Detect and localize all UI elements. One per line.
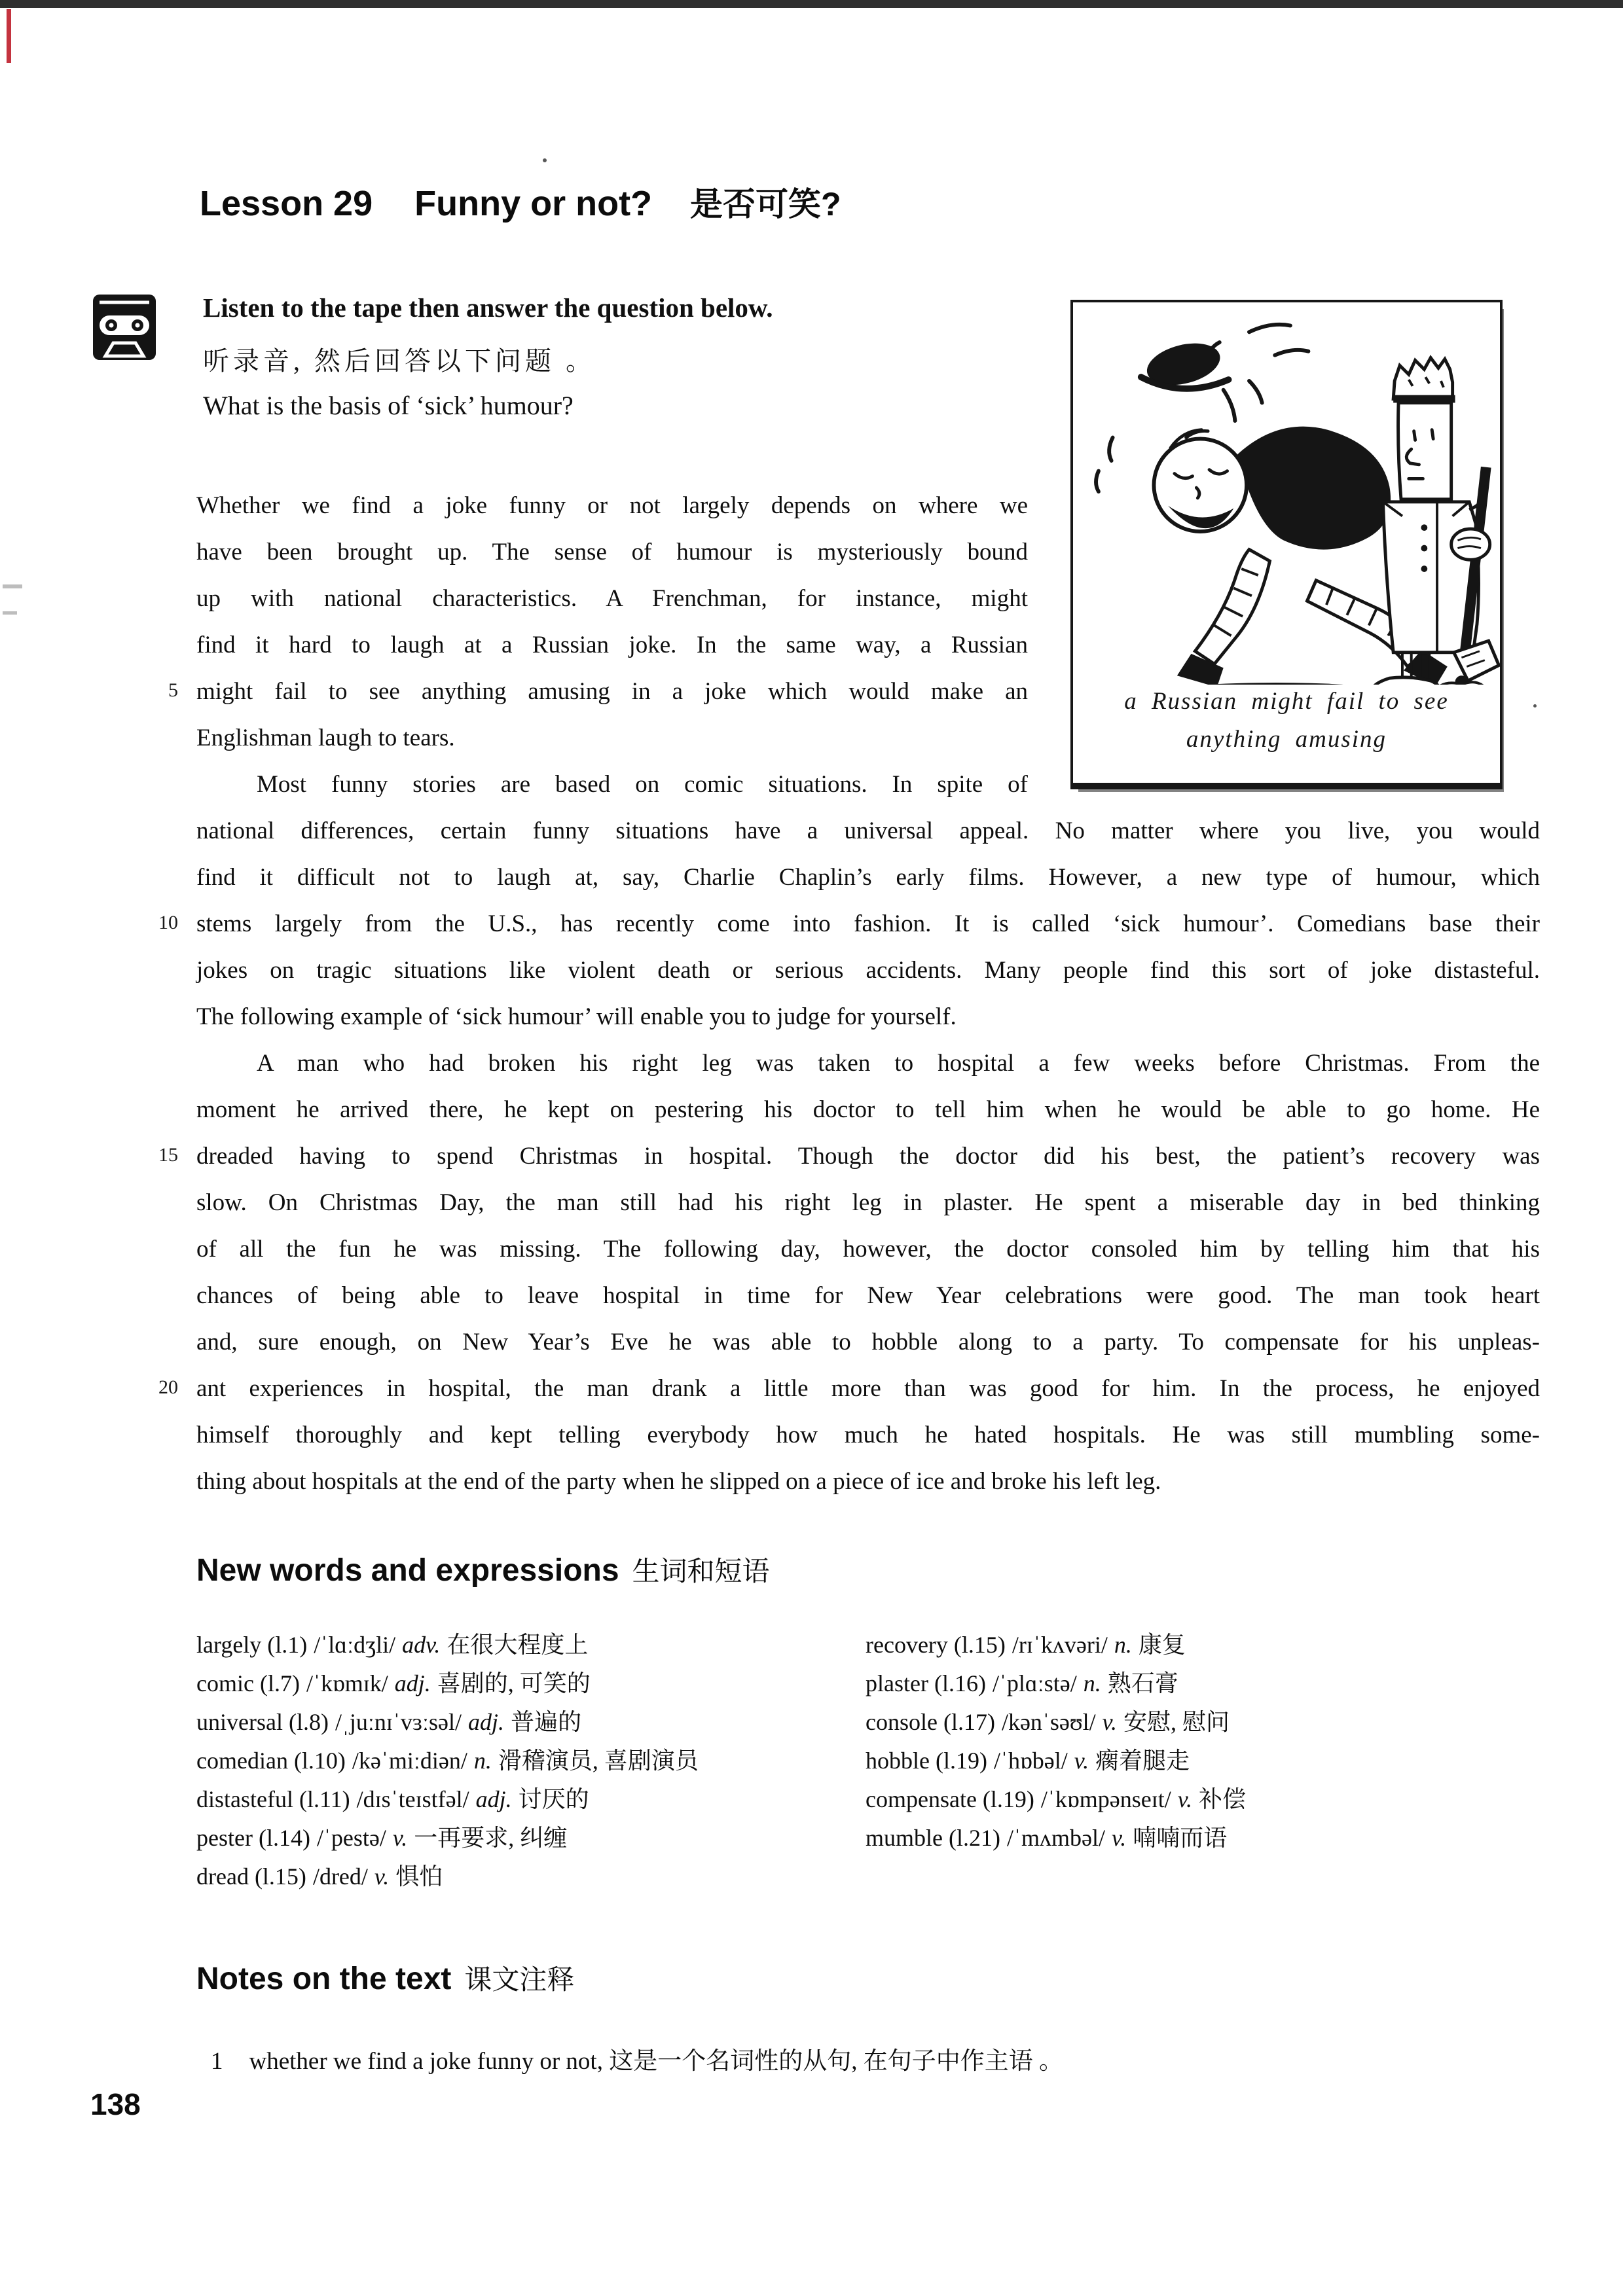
passage-line: have been brought up. The sense of humour is mysteriously bound xyxy=(196,539,1028,565)
listen-instruction-cn: 听录音, 然后回答以下问题 。 xyxy=(203,346,596,376)
cartoon-figure xyxy=(1070,300,1503,789)
passage-line: find it hard to laugh at a Russian joke. In the same way, a Russian xyxy=(196,632,1028,658)
page-number: 138 xyxy=(90,2087,141,2121)
vocab-entry: comic (l.7) /ˈkɒmɪk/ adj. 喜剧的, 可笑的 xyxy=(196,1670,591,1696)
ink-speck xyxy=(1533,704,1537,708)
vocab-entry: hobble (l.19) /ˈhɒbəl/ v. 瘸着腿走 xyxy=(866,1748,1190,1774)
passage-line: Whether we find a joke funny or not largely depends on where we xyxy=(196,492,1028,519)
passage-line: stems largely from the U.S., has recently come into fashion. It is called ‘sick humour’. Comedians base their xyxy=(196,910,1540,937)
lesson-title-cn: 是否可笑? xyxy=(690,186,841,223)
passage-line: The following example of ‘sick humour’ will enable you to judge for yourself. xyxy=(196,1003,957,1030)
passage-line: national differences, certain funny situations have a universal appeal. No matter where you live, you would xyxy=(196,817,1540,844)
passage-line: of all the fun he was missing. The following day, however, the doctor consoled him by telling him that his xyxy=(196,1236,1540,1263)
passage-line: moment he arrived there, he kept on pestering his doctor to tell him when he would be able to go home. He xyxy=(196,1096,1540,1123)
vocab-entry: mumble (l.21) /ˈmʌmbəl/ v. 喃喃而语 xyxy=(866,1825,1228,1851)
notes-heading-cn: 课文注释 xyxy=(464,1965,575,1996)
line-number: 15 xyxy=(158,1144,178,1166)
passage-line: thing about hospitals at the end of the party when he slipped on a piece of ice and broke his left leg. xyxy=(196,1468,1161,1495)
comprehension-question: What is the basis of ‘sick’ humour? xyxy=(203,391,574,420)
passage-line: chances of being able to leave hospital in time for New Year celebrations were good. The man took heart xyxy=(196,1282,1540,1309)
passage-line: Most funny stories are based on comic situations. In spite of xyxy=(257,771,1028,798)
vocab-entry: plaster (l.16) /ˈplɑːstə/ n. 熟石膏 xyxy=(866,1670,1178,1696)
passage-line: himself thoroughly and kept telling everybody how much he hated hospitals. He was still mumbling some- xyxy=(196,1422,1540,1448)
vocab-entry: console (l.17) /kənˈsəʊl/ v. 安慰, 慰问 xyxy=(866,1709,1230,1735)
passage-line: might fail to see anything amusing in a joke which would make an xyxy=(196,678,1028,705)
passage-line: find it difficult not to laugh at, say, Charlie Chaplin’s early films. However, a new type of humour, which xyxy=(196,864,1540,891)
scan-dash-artifact xyxy=(3,611,17,615)
page-title xyxy=(200,178,841,225)
figure-caption-line1: a Russian might fail to see xyxy=(1124,688,1449,715)
vocab-entry: universal (l.8) /ˌjuːnɪˈvɜːsəl/ adj. 普遍的 xyxy=(196,1709,582,1735)
scan-red-mark xyxy=(7,9,11,63)
cassette-icon xyxy=(92,293,157,361)
lesson-number: Lesson 29 xyxy=(200,184,373,223)
listen-instruction: Listen to the tape then answer the question below. xyxy=(203,293,773,323)
scan-dash-artifact xyxy=(3,584,22,588)
line-number: 20 xyxy=(158,1376,178,1398)
vocab-entry: largely (l.1) /ˈlɑːdʒli/ adv. 在很大程度上 xyxy=(196,1632,589,1658)
vocab-entry: compensate (l.19) /ˈkɒmpənseɪt/ v. 补偿 xyxy=(866,1786,1247,1812)
vocab-entry: recovery (l.15) /rɪˈkʌvəri/ n. 康复 xyxy=(866,1632,1186,1658)
vocab-entry: pester (l.14) /ˈpestə/ v. 一再要求, 纠缠 xyxy=(196,1825,568,1851)
passage-line: dreaded having to spend Christmas in hospital. Though the doctor did his best, the patient’s recovery was xyxy=(196,1143,1540,1170)
note-number: 1 xyxy=(211,2048,223,2075)
scan-edge-artifact xyxy=(0,0,1623,8)
vocab-entry: dread (l.15) /dred/ v. 惧怕 xyxy=(196,1863,443,1890)
vocab-entry: distasteful (l.11) /dɪsˈteɪstfəl/ adj. 讨厌的 xyxy=(196,1786,589,1812)
passage-line: ant experiences in hospital, the man drank a little more than was good for him. In the process, he enjoyed xyxy=(196,1375,1540,1402)
new-words-heading-cn: 生词和短语 xyxy=(632,1557,770,1587)
notes-heading-en: Notes on the text xyxy=(196,1962,452,1996)
passage-line: slow. On Christmas Day, the man still had his right leg in plaster. He spent a miserable day in bed thinking xyxy=(196,1189,1540,1216)
new-words-heading xyxy=(196,1550,770,1589)
vocab-entry: comedian (l.10) /kəˈmiːdiən/ n. 滑稽演员, 喜剧演员 xyxy=(196,1748,699,1774)
line-number: 10 xyxy=(158,912,178,933)
passage-line: A man who had broken his right leg was taken to hospital a few weeks before Christmas. From the xyxy=(257,1050,1540,1077)
passage-line: jokes on tragic situations like violent death or serious accidents. Many people find this sort of joke distasteful. xyxy=(196,957,1540,984)
figure-caption-line2: anything amusing xyxy=(1186,726,1387,753)
ink-speck xyxy=(543,158,547,162)
note-item xyxy=(211,2041,1063,2076)
lesson-title: Funny or not? xyxy=(414,184,653,223)
cartoon-illustration xyxy=(1073,305,1500,685)
new-words-heading-en: New words and expressions xyxy=(196,1553,619,1588)
passage-line: and, sure enough, on New Year’s Eve he was able to hobble along to a party. To compensate for his unpleas- xyxy=(196,1329,1540,1355)
passage-line: up with national characteristics. A Frenchman, for instance, might xyxy=(196,585,1028,612)
passage-line: Englishman laugh to tears. xyxy=(196,725,455,751)
note-text: whether we find a joke funny or not, 这是一个名词性的从句, 在句子中作主语 。 xyxy=(249,2048,1063,2075)
notes-heading xyxy=(196,1958,574,1998)
line-number: 5 xyxy=(168,679,178,701)
